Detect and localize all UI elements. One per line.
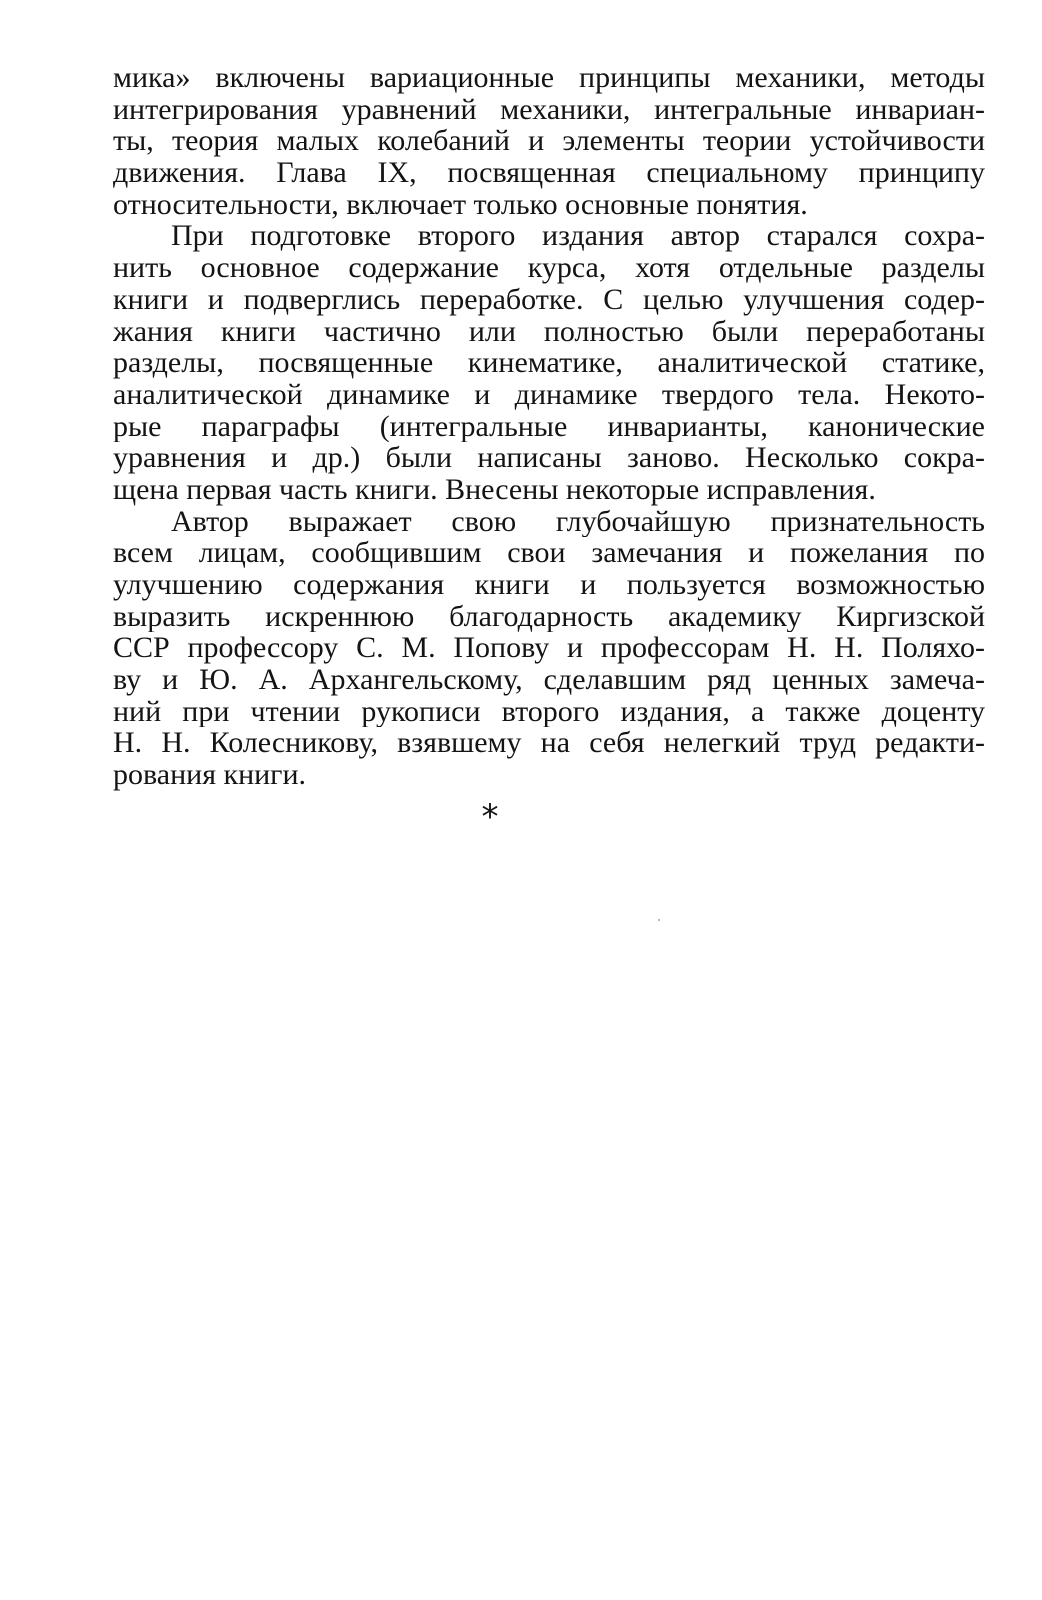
text-line: уравнения и др.) были написаны заново. Несколько сокра- <box>113 442 985 474</box>
asterisk-ornament: * <box>481 797 499 837</box>
text-line: ССР профессору С. М. Попову и профессорам Н. Н. Поляхо- <box>113 632 985 665</box>
text-line: рования книги. <box>113 759 307 791</box>
text-line: аналитической динамике и динамике твердого тела. Некото- <box>113 378 985 411</box>
text-line: интегрирования уравнений механики, интегральные инвариан- <box>113 93 985 126</box>
text-line: нить основное содержание курса, хотя отдельные разделы <box>113 252 985 284</box>
text-line: ты, теория малых колебаний и элементы теории устойчивости <box>113 125 985 158</box>
text-line: жания книги частично или полностью были переработаны <box>113 315 985 348</box>
text-line: улучшению содержания книги и пользуется возможностью <box>113 569 985 601</box>
text-line: относительности, включает только основные понятия. <box>113 188 808 221</box>
text-line: ву и Ю. А. Архангельскому, сделавшим ряд ценных замеча- <box>113 664 985 696</box>
text-line: выразить искреннюю благодарность академику Киргизской <box>113 600 985 633</box>
text-line: всем лицам, сообщившим свои замечания и пожелания по <box>113 537 985 569</box>
text-line: ний при чтении рукописи второго издания, а также доценту <box>113 695 985 728</box>
text-line: Автор выражает свою глубочайшую признательность <box>171 505 985 538</box>
preface-text <box>113 62 985 791</box>
text-line: книги и подверглись переработке. С целью улучшения содер- <box>113 283 985 316</box>
print-speck <box>658 919 660 921</box>
text-line: разделы, посвященные кинематике, аналитической статике, <box>113 347 985 379</box>
text-line: При подготовке второго издания автор старался сохра- <box>171 220 985 253</box>
text-line: мика» включены вариационные принципы механики, методы <box>113 62 985 94</box>
text-line: щена первая часть книги. Внесены некоторые исправления. <box>113 473 876 506</box>
text-line: рые параграфы (интегральные инварианты, канонические <box>113 410 985 443</box>
text-line: движения. Глава IX, посвященная специальному принципу <box>113 157 985 189</box>
text-line: Н. Н. Колесникову, взявшему на себя нелегкий труд редакти- <box>113 727 985 760</box>
